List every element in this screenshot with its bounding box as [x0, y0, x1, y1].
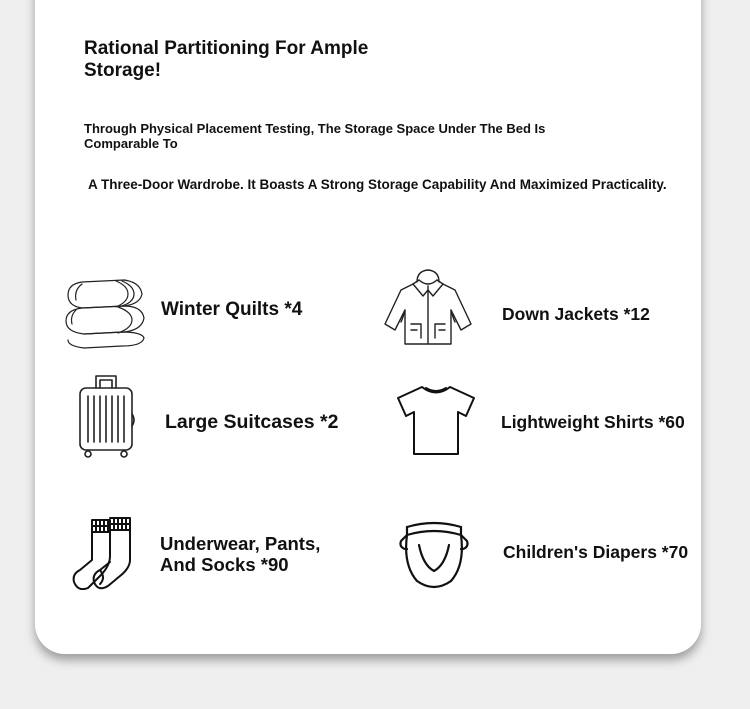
item-label-underwear-pants-socks: Underwear, Pants, And Socks *90	[160, 533, 321, 575]
item-label-winter-quilts: Winter Quilts *4	[161, 299, 303, 320]
jacket-icon	[383, 268, 473, 348]
description-line-1: Through Physical Placement Testing, The Storage Space Under The Bed Is Comparable To	[84, 121, 546, 151]
tshirt-icon	[394, 384, 478, 456]
socks-icon	[70, 516, 134, 590]
diaper-icon	[397, 521, 471, 591]
item-label-down-jackets: Down Jackets *12	[502, 304, 650, 324]
description-line-2: A Three-Door Wardrobe. It Boasts A Strong Storage Capability And Maximized Practicality.	[88, 177, 667, 192]
headline: Rational Partitioning For Ample Storage!	[84, 38, 369, 81]
item-label-childrens-diapers: Children's Diapers *70	[503, 542, 689, 562]
folded-quilt-icon	[62, 276, 148, 350]
suitcase-icon	[76, 374, 136, 458]
item-label-lightweight-shirts: Lightweight Shirts *60	[501, 412, 685, 432]
item-label-large-suitcases: Large Suitcases *2	[165, 411, 339, 433]
